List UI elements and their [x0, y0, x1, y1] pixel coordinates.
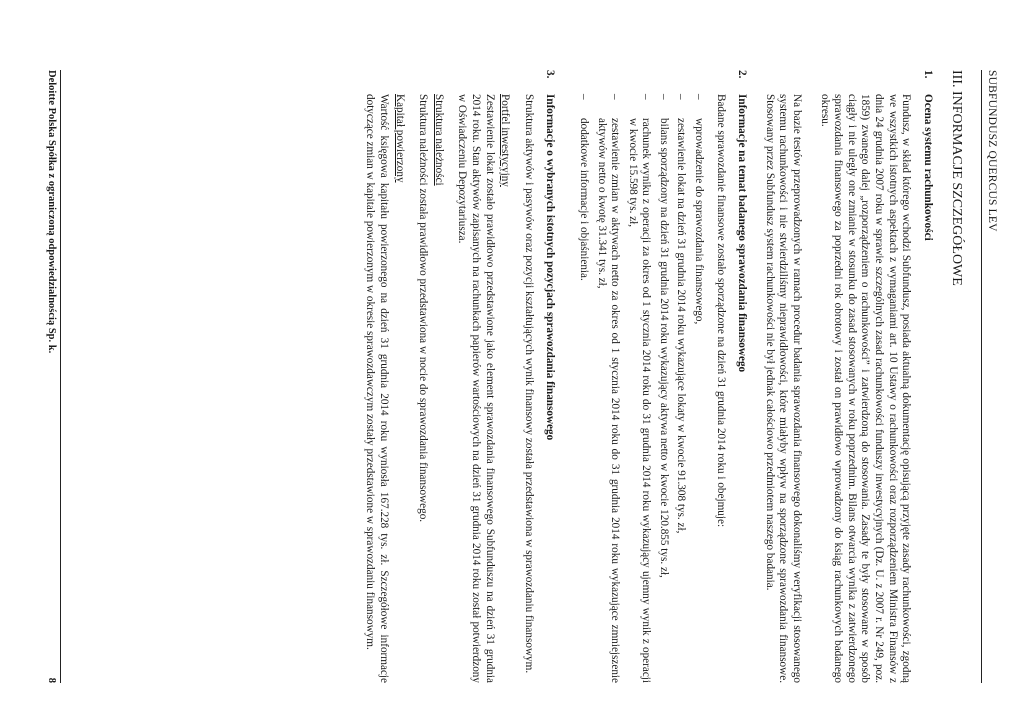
receivables-heading: Struktura należności: [432, 94, 445, 186]
list-item: – dodatkowe informacje i objaśnienia.: [576, 94, 590, 683]
statement-components-list: [576, 94, 705, 683]
subsection-2-intro: Badane sprawozdanie finansowe zostało sporządzone na dzień 31 grudnia 2014 roku i obejmuje:: [714, 94, 727, 528]
list-item: – zestawienie lokat na dzień 31 grudnia 2014 roku wykazujące lokaty w kwocie 91.308 tys. zł,: [674, 94, 688, 683]
page-number: 8: [46, 677, 57, 683]
footer-company: Deloitte Polska Spółka z ograniczoną odpowiedzialnością Sp. k.: [46, 70, 57, 354]
subsection-1-number: 1.: [921, 70, 934, 79]
page-footer: [44, 70, 61, 683]
entrusted-capital-block: [363, 94, 406, 683]
list-item: – bilans sporządzony na dzień 31 grudnia 2014 roku wykazujący aktywa netto w kwocie 120.855 tys. zł,: [656, 94, 670, 683]
receivables-text: Struktura należności została prawidłowo przedstawiona w nocie do sprawozdania finansowego.: [417, 94, 430, 523]
entrusted-capital-text: Wartość księgowa kapitału powierzonego na dzień 31 grudnia 2014 roku wyniosła 167.228 tys. zł. Szczegółowe informacje dotyczące zmian w kapitale powierzonym w okresie sprawozdawczym zostały przedstawione w sprawozdaniu finansowym.: [364, 94, 390, 683]
entrusted-capital-heading: Kapitał powierzony: [393, 94, 406, 183]
subsection-2-title: Informacje na temat badanego sprawozdania finansowego: [736, 94, 749, 373]
subsection-1-title: Ocena systemu rachunkowości: [921, 94, 934, 241]
list-item: – rachunek wyniku z operacji za okres od 1 stycznia 2014 roku do 31 grudnia 2014 roku wykazujący ujemny wynik z operacji w kwocie 15.598 tys. zł,: [625, 94, 652, 683]
running-header: SUBFUNDUSZ QUERCUS LEV: [981, 70, 998, 683]
receivables-block: [416, 94, 445, 683]
portfolio-block: [455, 94, 511, 683]
subsection-3-number: 3.: [544, 70, 557, 79]
subsection-3-heading: [543, 70, 557, 683]
subsection-2-heading: [735, 70, 749, 683]
subsection-2-number: 2.: [736, 70, 749, 79]
subsection-1-paragraph-1: Fundusz, w skład którego wchodzi Subfundusz, posiada aktualną dokumentację opisującą przyjęte zasady rachunkowości, zgodną we wszystkich istotnych aspektach z wymaganiami art. 10 Ustawy o rachunkowości oraz rozporządzeniem Ministra Finansów z dnia 24 grudnia 2007 roku w sprawie szczególnych zasad rachunkowości funduszy inwestycyjnych (Dz. U. z 2007 r. Nr 249, poz. 1859) zwanego dalej „rozporządzeniem o rachunkowości” i zatwierdzoną do stosowania. Zasady te były stosowane w sposób ciągły i nie uległy one zmianie w stosunku do zasad stosowanych w roku poprzednim. Bilans otwarcia wynika z zatwierdzonego sprawozdania finansowego za poprzedni rok obrotowy i został on prawidłowo wprowadzony do ksiąg rachunkowych badanego okresu.: [818, 94, 913, 683]
portfolio-text: Zestawienie lokat zostało prawidłowo przedstawione jako element sprawozdania finansowego Subfunduszu na dzień 31 grudnia 2014 roku. Stan aktywów zapisanych na rachunkach papierów wartościowych na dzień 31 grudnia 2014 roku został potwierdzony w Oświadczeniu Depozytariusza.: [456, 94, 496, 683]
subsection-1-heading: [920, 70, 934, 683]
subsection-3-intro: Struktura aktywów i pasywów oraz pozycji kształtujących wynik finansowy została przedstawiona w sprawozdaniu finansowym.: [522, 94, 535, 674]
subsection-3-title: Informacje o wybranych istotnych pozycjach sprawozdania finansowego: [544, 94, 557, 441]
portfolio-heading: Portfel inwestycyjny: [499, 94, 512, 187]
list-item: – wprowadzenie do sprawozdania finansowego,: [692, 94, 706, 683]
section-title: III. INFORMACJE SZCZEGÓŁOWE: [949, 70, 965, 286]
subsection-1-paragraph-2: Na bazie testów przeprowadzonych w ramach procedur badania sprawozdania finansowego dokonaliśmy weryfikacji stosowanego systemu rachunkowości i nie stwierdziliśmy nieprawidłowości, które miałyby wpływ na sporządzone sprawozdania finansowe. Stosowany przez Subfundusz system rachunkowości nie był jednak całościowo przedmiotem naszego badania.: [763, 94, 804, 683]
list-item: – zestawienie zmian w aktywach netto za okres od 1 stycznia 2014 roku do 31 grudnia 2014 roku wykazujące zmniejszenie aktywów netto o kwotę 31.341 tys. zł,: [594, 94, 621, 683]
